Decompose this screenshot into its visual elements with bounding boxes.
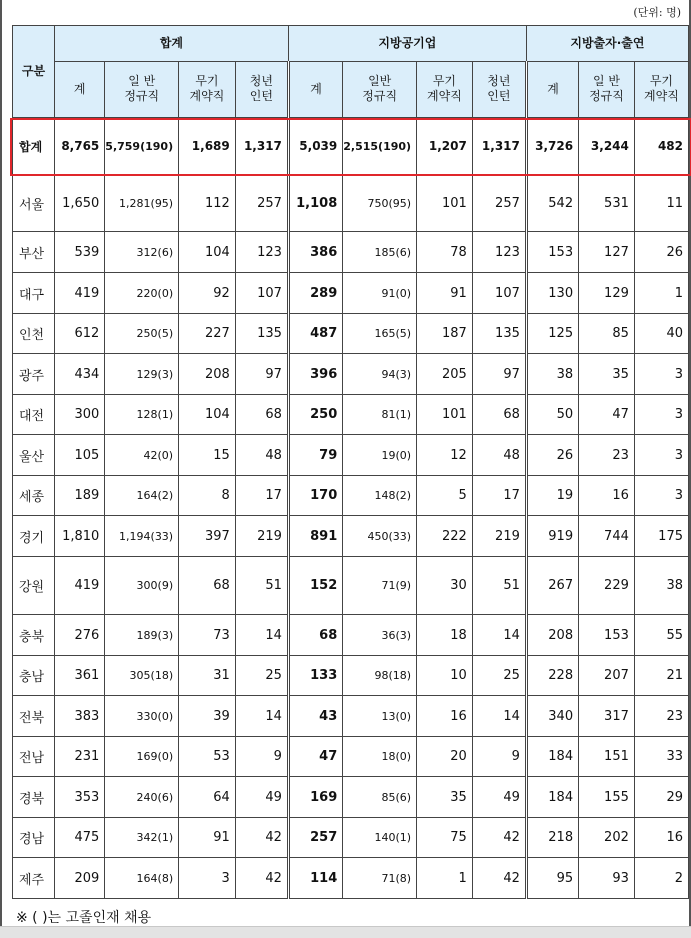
table-cell: 91(0)	[343, 273, 417, 314]
region-label: 제주	[13, 858, 55, 899]
table-cell: 3,726	[526, 118, 578, 175]
table-row	[13, 696, 689, 737]
header-gubun: 구분	[13, 26, 55, 118]
table-row	[13, 737, 689, 777]
header-group-total: 합계	[54, 26, 288, 62]
table-cell: 98(18)	[343, 656, 417, 696]
table-cell: 3	[634, 354, 688, 395]
table-cell: 123	[235, 232, 288, 273]
table-cell: 184	[526, 737, 578, 777]
header-sub: 계	[526, 62, 578, 118]
table-cell: 207	[579, 656, 635, 696]
table-cell: 73	[179, 615, 236, 656]
table-cell: 53	[179, 737, 236, 777]
table-cell: 39	[179, 696, 236, 737]
table-cell: 169	[288, 777, 342, 818]
table-cell: 231	[54, 737, 104, 777]
table-cell: 94(3)	[343, 354, 417, 395]
table-cell: 152	[288, 557, 342, 615]
table-cell: 68	[288, 615, 342, 656]
table-cell: 2	[634, 858, 688, 899]
table-cell: 148(2)	[343, 476, 417, 516]
table-row	[13, 435, 689, 476]
table-cell: 25	[235, 656, 288, 696]
table-cell: 49	[472, 777, 526, 818]
table-cell: 47	[288, 737, 342, 777]
table-cell: 222	[417, 516, 473, 557]
table-cell: 330(0)	[105, 696, 179, 737]
table-cell: 228	[526, 656, 578, 696]
table-cell: 419	[54, 557, 104, 615]
table-cell: 153	[579, 615, 635, 656]
region-label: 광주	[13, 354, 55, 395]
footnote: ※ ( )는 고졸인재 채용	[16, 910, 152, 926]
table-cell: 1	[634, 273, 688, 314]
table-cell: 187	[417, 314, 473, 354]
table-cell: 419	[54, 273, 104, 314]
table-cell: 151	[579, 737, 635, 777]
table-cell: 18	[417, 615, 473, 656]
region-label: 합계	[13, 118, 55, 175]
table-cell: 64	[179, 777, 236, 818]
table-cell: 342(1)	[105, 818, 179, 858]
region-label: 부산	[13, 232, 55, 273]
table-row	[13, 314, 689, 354]
table-cell: 383	[54, 696, 104, 737]
region-label: 강원	[13, 557, 55, 615]
table-row	[13, 273, 689, 314]
region-label: 충남	[13, 656, 55, 696]
table-cell: 2,515(190)	[343, 118, 417, 175]
table-cell: 10	[417, 656, 473, 696]
table-cell: 55	[634, 615, 688, 656]
table-cell: 43	[288, 696, 342, 737]
table-cell: 47	[579, 395, 635, 435]
header-sub: 무기 계약직	[179, 62, 236, 118]
table-cell: 135	[235, 314, 288, 354]
table-cell: 5,759(190)	[105, 118, 179, 175]
table-cell: 16	[634, 818, 688, 858]
table-cell: 91	[417, 273, 473, 314]
table-cell: 542	[526, 175, 578, 232]
table-cell: 42(0)	[105, 435, 179, 476]
table-cell: 42	[472, 858, 526, 899]
table-row	[13, 232, 689, 273]
table-cell: 5,039	[288, 118, 342, 175]
table-cell: 175	[634, 516, 688, 557]
table-cell: 42	[235, 818, 288, 858]
table-cell: 164(2)	[105, 476, 179, 516]
table-cell: 1,281(95)	[105, 175, 179, 232]
table-cell: 185(6)	[343, 232, 417, 273]
table-cell: 42	[235, 858, 288, 899]
table-cell: 123	[472, 232, 526, 273]
table-cell: 48	[472, 435, 526, 476]
table-cell: 750(95)	[343, 175, 417, 232]
table-cell: 289	[288, 273, 342, 314]
table-cell: 475	[54, 818, 104, 858]
table-cell: 267	[526, 557, 578, 615]
table-cell: 218	[526, 818, 578, 858]
table-cell: 51	[235, 557, 288, 615]
table-cell: 14	[472, 615, 526, 656]
table-cell: 14	[472, 696, 526, 737]
table-cell: 396	[288, 354, 342, 395]
table-cell: 300(9)	[105, 557, 179, 615]
table-cell: 101	[417, 395, 473, 435]
header-sub: 청년 인턴	[235, 62, 288, 118]
table-cell: 23	[579, 435, 635, 476]
table-cell: 38	[526, 354, 578, 395]
table-cell: 300	[54, 395, 104, 435]
region-label: 울산	[13, 435, 55, 476]
table-cell: 127	[579, 232, 635, 273]
table-cell: 19(0)	[343, 435, 417, 476]
region-label: 전북	[13, 696, 55, 737]
table-cell: 1,317	[472, 118, 526, 175]
table-cell: 189	[54, 476, 104, 516]
table-cell: 482	[634, 118, 688, 175]
table-cell: 1,650	[54, 175, 104, 232]
table-cell: 229	[579, 557, 635, 615]
table-row	[13, 818, 689, 858]
table-cell: 81(1)	[343, 395, 417, 435]
table-cell: 340	[526, 696, 578, 737]
header-sub: 무기 계약직	[417, 62, 473, 118]
table-row	[13, 175, 689, 232]
table-cell: 9	[472, 737, 526, 777]
table-cell: 312(6)	[105, 232, 179, 273]
table-cell: 5	[417, 476, 473, 516]
table-cell: 104	[179, 232, 236, 273]
table-row	[13, 777, 689, 818]
region-label: 경남	[13, 818, 55, 858]
region-label: 인천	[13, 314, 55, 354]
table-cell: 891	[288, 516, 342, 557]
table-row	[13, 516, 689, 557]
table-cell: 23	[634, 696, 688, 737]
table-body	[13, 118, 689, 899]
table-cell: 155	[579, 777, 635, 818]
table-cell: 85(6)	[343, 777, 417, 818]
table-cell: 49	[235, 777, 288, 818]
table-cell: 26	[634, 232, 688, 273]
header-group-local-funded: 지방출자·출연	[526, 26, 688, 62]
table-cell: 487	[288, 314, 342, 354]
table-cell: 219	[235, 516, 288, 557]
table-cell: 107	[472, 273, 526, 314]
table-cell: 78	[417, 232, 473, 273]
table-cell: 317	[579, 696, 635, 737]
table-cell: 220(0)	[105, 273, 179, 314]
table-cell: 133	[288, 656, 342, 696]
table-cell: 305(18)	[105, 656, 179, 696]
table-cell: 130	[526, 273, 578, 314]
table-cell: 153	[526, 232, 578, 273]
table-cell: 8,765	[54, 118, 104, 175]
table-cell: 38	[634, 557, 688, 615]
table-cell: 128(1)	[105, 395, 179, 435]
table-cell: 51	[472, 557, 526, 615]
table-cell: 170	[288, 476, 342, 516]
header-group-local-public: 지방공기업	[288, 26, 526, 62]
header-sub: 일 반 정규직	[579, 62, 635, 118]
table-cell: 36(3)	[343, 615, 417, 656]
table-cell: 219	[472, 516, 526, 557]
table-row	[13, 476, 689, 516]
table-cell: 79	[288, 435, 342, 476]
table-row	[13, 615, 689, 656]
table-cell: 1,108	[288, 175, 342, 232]
table-cell: 31	[179, 656, 236, 696]
table-cell: 612	[54, 314, 104, 354]
table-cell: 13(0)	[343, 696, 417, 737]
table-cell: 107	[235, 273, 288, 314]
region-label: 서울	[13, 175, 55, 232]
table-cell: 91	[179, 818, 236, 858]
table-cell: 12	[417, 435, 473, 476]
table-cell: 114	[288, 858, 342, 899]
table-cell: 97	[235, 354, 288, 395]
header-sub: 계	[288, 62, 342, 118]
header-sub: 일반 정규직	[343, 62, 417, 118]
table-cell: 257	[288, 818, 342, 858]
table-cell: 68	[472, 395, 526, 435]
table-cell: 42	[472, 818, 526, 858]
table-cell: 95	[526, 858, 578, 899]
table-cell: 1,810	[54, 516, 104, 557]
table-row	[13, 656, 689, 696]
table-cell: 71(8)	[343, 858, 417, 899]
table-cell: 257	[472, 175, 526, 232]
table-cell: 450(33)	[343, 516, 417, 557]
recruitment-table	[12, 25, 689, 899]
table-cell: 93	[579, 858, 635, 899]
table-cell: 26	[526, 435, 578, 476]
table-cell: 184	[526, 777, 578, 818]
total-row	[13, 118, 689, 175]
table-cell: 140(1)	[343, 818, 417, 858]
header-sub: 청년 인턴	[472, 62, 526, 118]
region-label: 대전	[13, 395, 55, 435]
table-cell: 205	[417, 354, 473, 395]
table-cell: 92	[179, 273, 236, 314]
table-cell: 386	[288, 232, 342, 273]
table-cell: 101	[417, 175, 473, 232]
table-cell: 361	[54, 656, 104, 696]
table-cell: 14	[235, 696, 288, 737]
table-cell: 208	[526, 615, 578, 656]
table-cell: 35	[417, 777, 473, 818]
header-sub: 무기 계약직	[634, 62, 688, 118]
table-cell: 434	[54, 354, 104, 395]
table-cell: 29	[634, 777, 688, 818]
table-cell: 85	[579, 314, 635, 354]
page-bottom-edge	[0, 926, 691, 938]
header-sub: 계	[54, 62, 104, 118]
table-cell: 227	[179, 314, 236, 354]
table-cell: 919	[526, 516, 578, 557]
table-cell: 17	[472, 476, 526, 516]
table-cell: 16	[579, 476, 635, 516]
table-cell: 97	[472, 354, 526, 395]
table-cell: 48	[235, 435, 288, 476]
table-cell: 1,317	[235, 118, 288, 175]
table-cell: 30	[417, 557, 473, 615]
table-cell: 208	[179, 354, 236, 395]
table-cell: 129(3)	[105, 354, 179, 395]
table-cell: 744	[579, 516, 635, 557]
table-cell: 169(0)	[105, 737, 179, 777]
table-cell: 112	[179, 175, 236, 232]
region-label: 대구	[13, 273, 55, 314]
table-cell: 531	[579, 175, 635, 232]
header-sub: 일 반 정규직	[105, 62, 179, 118]
table-cell: 75	[417, 818, 473, 858]
table-cell: 209	[54, 858, 104, 899]
region-label: 전남	[13, 737, 55, 777]
table-cell: 35	[579, 354, 635, 395]
table-cell: 276	[54, 615, 104, 656]
table-row	[13, 557, 689, 615]
table-cell: 3,244	[579, 118, 635, 175]
table-cell: 135	[472, 314, 526, 354]
table-cell: 18(0)	[343, 737, 417, 777]
table-cell: 250	[288, 395, 342, 435]
table-cell: 20	[417, 737, 473, 777]
table-cell: 16	[417, 696, 473, 737]
region-label: 경북	[13, 777, 55, 818]
table-cell: 202	[579, 818, 635, 858]
table-cell: 25	[472, 656, 526, 696]
region-label: 충북	[13, 615, 55, 656]
table-cell: 68	[179, 557, 236, 615]
table-cell: 17	[235, 476, 288, 516]
table-cell: 15	[179, 435, 236, 476]
table-cell: 3	[634, 435, 688, 476]
table-cell: 33	[634, 737, 688, 777]
table-cell: 189(3)	[105, 615, 179, 656]
table-cell: 71(9)	[343, 557, 417, 615]
table-cell: 1,207	[417, 118, 473, 175]
table-cell: 129	[579, 273, 635, 314]
table-cell: 165(5)	[343, 314, 417, 354]
table-cell: 40	[634, 314, 688, 354]
table-cell: 1,194(33)	[105, 516, 179, 557]
table-cell: 257	[235, 175, 288, 232]
table-cell: 164(8)	[105, 858, 179, 899]
table-cell: 11	[634, 175, 688, 232]
table-cell: 240(6)	[105, 777, 179, 818]
table-cell: 14	[235, 615, 288, 656]
table-cell: 50	[526, 395, 578, 435]
table-row	[13, 395, 689, 435]
table-cell: 9	[235, 737, 288, 777]
region-label: 세종	[13, 476, 55, 516]
table-cell: 1	[417, 858, 473, 899]
table-cell: 68	[235, 395, 288, 435]
table-cell: 8	[179, 476, 236, 516]
table-cell: 3	[634, 476, 688, 516]
table-row	[13, 354, 689, 395]
table-row	[13, 858, 689, 899]
table-cell: 1,689	[179, 118, 236, 175]
table-cell: 104	[179, 395, 236, 435]
region-label: 경기	[13, 516, 55, 557]
table-cell: 353	[54, 777, 104, 818]
table-cell: 125	[526, 314, 578, 354]
table-cell: 250(5)	[105, 314, 179, 354]
table-cell: 105	[54, 435, 104, 476]
table-cell: 19	[526, 476, 578, 516]
table-cell: 3	[179, 858, 236, 899]
unit-note: (단위: 명)	[633, 6, 681, 19]
table-cell: 3	[634, 395, 688, 435]
table-cell: 21	[634, 656, 688, 696]
table-cell: 539	[54, 232, 104, 273]
table-cell: 397	[179, 516, 236, 557]
